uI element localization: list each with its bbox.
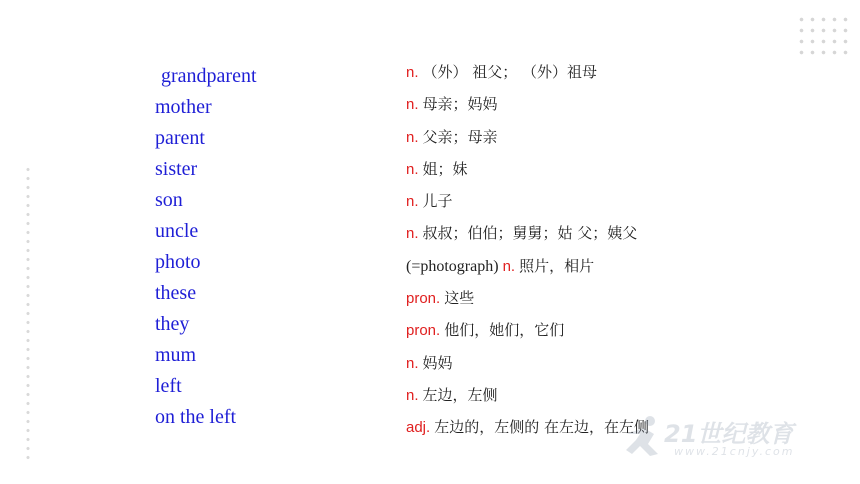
part-of-speech: n. <box>406 225 419 243</box>
meaning: 妈妈 <box>422 353 453 372</box>
vocab-word: mum <box>155 344 197 366</box>
vocab-word: son <box>155 189 183 211</box>
part-of-speech: n. <box>406 160 419 178</box>
definition-row <box>406 88 649 120</box>
meaning: 姐；妹 <box>422 159 468 178</box>
vocab-word: on the left <box>155 406 237 428</box>
vocab-word: photo <box>155 251 201 273</box>
meaning: 照片，相片 <box>519 256 595 275</box>
meaning: 儿子 <box>422 192 453 211</box>
part-of-speech: adj. <box>406 419 431 437</box>
vocab-word: parent <box>155 127 205 149</box>
runner-icon <box>620 414 664 458</box>
vocab-word: sister <box>155 158 198 180</box>
definition-row <box>406 250 649 282</box>
definition-row <box>406 347 649 379</box>
part-of-speech: pron. <box>406 290 441 308</box>
vocab-word: left <box>155 375 182 397</box>
watermark-logo <box>620 412 846 462</box>
definition-row <box>406 411 649 443</box>
definition-row <box>406 314 649 346</box>
part-of-speech: pron. <box>406 322 441 340</box>
meaning: 这些 <box>444 289 475 308</box>
definition-row <box>406 217 649 249</box>
definition-row <box>406 56 649 88</box>
vocab-word: grandparent <box>161 65 257 87</box>
meaning: 他们，她们，它们 <box>444 321 565 340</box>
meaning: 母亲；妈妈 <box>422 95 498 114</box>
vocab-word: these <box>155 282 197 304</box>
word-list <box>155 61 257 433</box>
definition-row <box>406 379 649 411</box>
watermark-url: www.21cnjy.com <box>674 445 795 458</box>
part-of-speech: n. <box>406 128 419 146</box>
part-of-speech: n. <box>406 64 419 81</box>
definition-row <box>406 153 649 185</box>
meaning: 父亲；母亲 <box>422 127 498 146</box>
part-of-speech: n. <box>406 193 419 211</box>
definition-list <box>406 56 649 444</box>
meaning: 左边，左侧 <box>422 385 498 404</box>
vocab-word: uncle <box>155 220 199 242</box>
watermark-brand: 21世纪教育 <box>664 420 794 448</box>
definition-row <box>406 185 649 217</box>
vocab-word: mother <box>155 96 212 118</box>
part-of-speech: n. <box>406 354 419 372</box>
part-of-speech: n. <box>502 257 516 275</box>
decorative-dot-column <box>25 165 31 460</box>
meaning: 左边的，左侧的 在左边，在左侧 <box>434 418 649 437</box>
meaning: 叔叔；伯伯；舅舅；姑 父；姨父 <box>422 224 638 243</box>
decorative-dot-grid <box>796 14 852 58</box>
part-of-speech: n. <box>406 386 419 404</box>
part-of-speech: n. <box>406 96 419 114</box>
definition-row <box>406 282 649 314</box>
vocab-word: they <box>155 313 190 335</box>
word-note: (=photograph) <box>406 257 499 275</box>
meaning: （外） 祖父； （外）祖母 <box>422 63 598 81</box>
definition-row <box>406 121 649 153</box>
